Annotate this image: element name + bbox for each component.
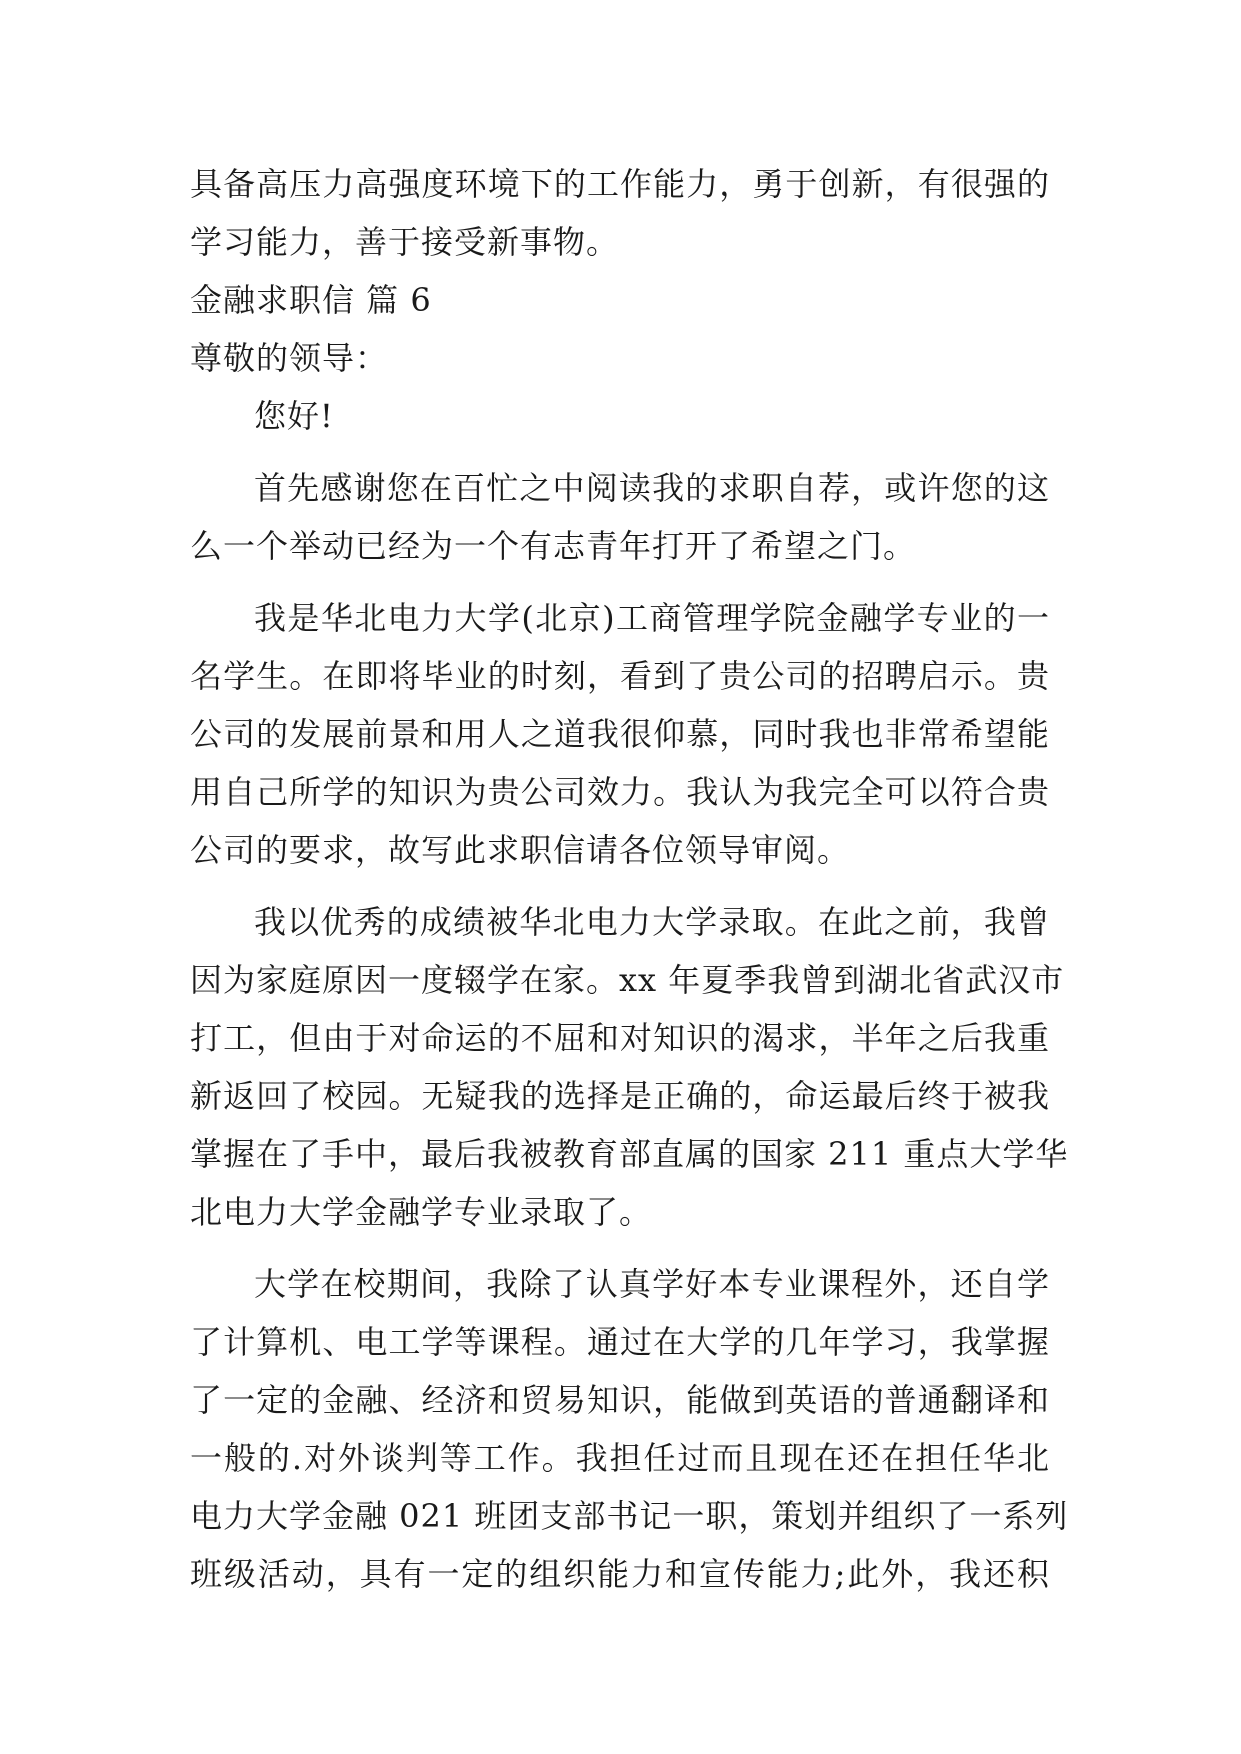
text-line: 大学在校期间，我除了认真学好本专业课程外，还自学 (254, 1265, 1050, 1303)
text-line: 电力大学金融 021 班团支部书记一职，策划并组织了一系列 (190, 1497, 1069, 1535)
text-line: 首先感谢您在百忙之中阅读我的求职自荐，或许您的这 (254, 469, 1050, 507)
text-line: 一般的.对外谈判等工作。我担任过而且现在还在担任华北 (190, 1439, 1050, 1477)
text-line: 班级活动，具有一定的组织能力和宣传能力;此外，我还积 (190, 1555, 1050, 1593)
text-line: 北电力大学金融学专业录取了。 (190, 1193, 653, 1231)
text-line: 我是华北电力大学(北京)工商管理学院金融学专业的一 (254, 599, 1050, 637)
text-line: 学习能力，善于接受新事物。 (190, 223, 620, 261)
text-line: 名学生。在即将毕业的时刻，看到了贵公司的招聘启示。贵 (190, 657, 1050, 695)
salutation: 尊敬的领导： (190, 339, 389, 377)
greeting: 您好! (254, 397, 334, 435)
text-line: 么一个举动已经为一个有志青年打开了希望之门。 (190, 527, 917, 565)
text-line: 具备高压力高强度环境下的工作能力，勇于创新，有很强的 (190, 165, 1050, 203)
text-line: 因为家庭原因一度辍学在家。xx 年夏季我曾到湖北省武汉市 (190, 961, 1065, 999)
text-line: 了计算机、电工学等课程。通过在大学的几年学习，我掌握 (190, 1323, 1050, 1361)
document-page (190, 155, 1069, 1603)
text-line: 了一定的金融、经济和贸易知识，能做到英语的普通翻译和 (190, 1381, 1050, 1419)
text-line: 打工，但由于对命运的不屈和对知识的渴求，半年之后我重 (190, 1019, 1050, 1057)
text-line: 公司的发展前景和用人之道我很仰慕，同时我也非常希望能 (190, 715, 1050, 753)
text-line: 掌握在了手中，最后我被教育部直属的国家 211 重点大学华 (190, 1135, 1069, 1173)
text-line: 我以优秀的成绩被华北电力大学录取。在此之前，我曾 (254, 903, 1050, 941)
text-line: 用自己所学的知识为贵公司效力。我认为我完全可以符合贵 (190, 773, 1050, 811)
text-line: 公司的要求，故写此求职信请各位领导审阅。 (190, 831, 851, 869)
section-heading: 金融求职信 篇 6 (190, 281, 432, 319)
text-line: 新返回了校园。无疑我的选择是正确的，命运最后终于被我 (190, 1077, 1050, 1115)
